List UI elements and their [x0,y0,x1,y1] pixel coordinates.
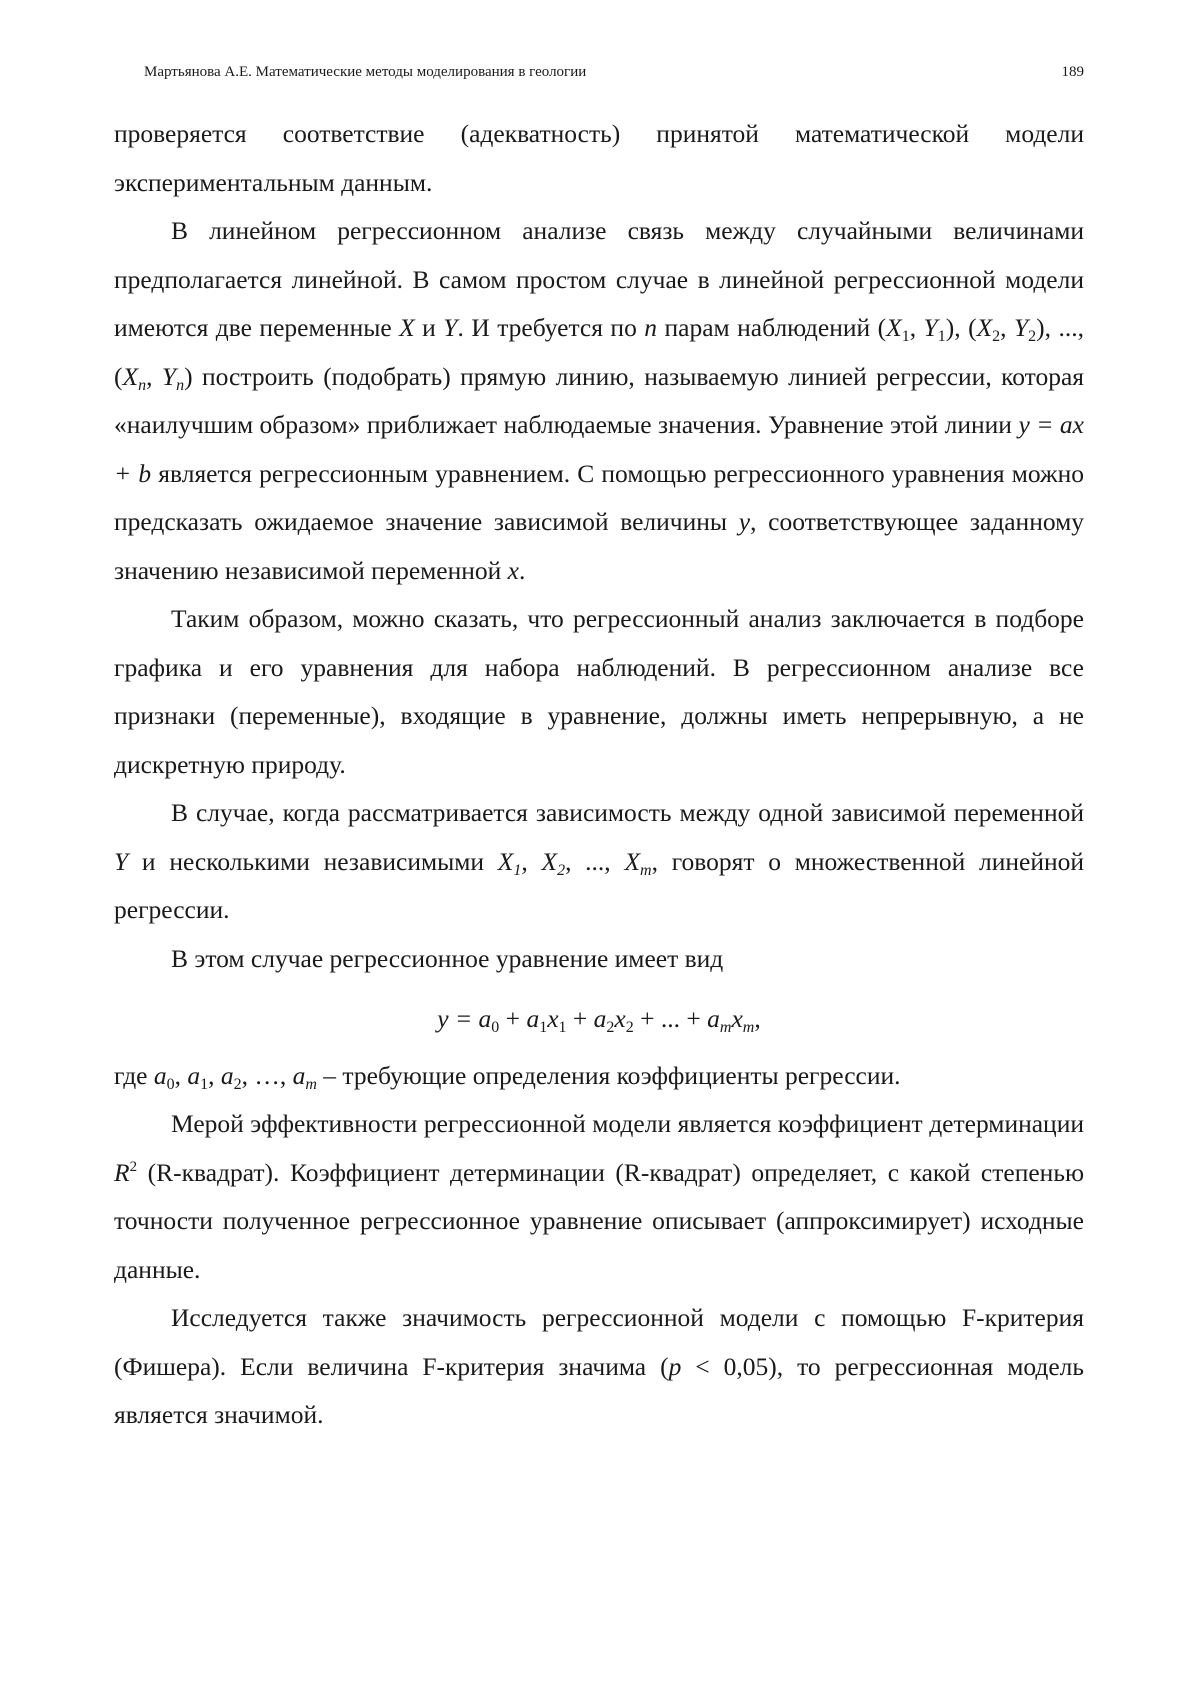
paragraph-1: проверяется соответствие (адекватность) принятой математической модели экспериментальным данным. [114,119,1084,197]
page-body [114,110,1084,1440]
paragraph-5: В этом случае регрессионное уравнение имеет вид [171,943,724,973]
paragraph-7: Мерой эффективности регрессионной модели является коэффициент детерминации $R^2$ (R-квадрат). Коэффициент детерминации (R-квадрат) определяет, с какой степенью точности полученное регрессионное уравнение описывает (аппроксимирует) исходные данные. [114,1109,1084,1284]
paragraph-6: где $a_0$, $a_1$, $a_2$, …, $a_m$ – требующие определения коэффициенты регрессии. [114,1060,901,1093]
running-title: Мартьянова А.Е. Математические методы моделирования в геологии [144,64,587,80]
paragraph-3: Таким образом, можно сказать, что регрессионный анализ заключается в подборе графика и его уравнения для набора наблюдений. В регрессионном анализе все признаки (переменные), входящие в уравнение, должны иметь непрерывную, а не дискретную природу. [114,604,1084,779]
page-number: 189 [1061,64,1084,80]
regression-formula: $y = a_0 + a_1x_1 + a_2x_2$ + ... + $a_mx_m$, [437,1004,761,1036]
paragraph-8: Исследуется также значимость регрессионной модели с помощью F-критерия (Фишера). Если величина F-критерия значима (p < 0,05), то регрессионная модель является значимой. [114,1303,1084,1429]
paragraph-4: В случае, когда рассматривается зависимость между одной зависимой переменной Y и несколькими независимыми $X_1$, $X_2$, ..., $X_m$, говорят о множественной линейной регрессии. [114,798,1085,924]
page-header [144,64,1084,81]
paragraph-2: В линейном регрессионном анализе связь между случайными величинами предполагается линейной. В самом простом случае в линейной регрессионной модели имеются две переменные X и Y. И требуется по n парам наблюдений ($X_1$, $Y_1$), ($X_2$, $Y_2$), ..., ($X_n$, $Y_n$) построить (подобрать) прямую линию, называемую линией регрессии, которая «наилучшим образом» приближает наблюдаемые значения. Уравнение этой линии y = ax + b является регрессионным уравнением. С помощью регрессионного уравнения можно предсказать ожидаемое значение зависимой величины y, соответствующее заданному значению независимой переменной x. [114,216,1085,585]
